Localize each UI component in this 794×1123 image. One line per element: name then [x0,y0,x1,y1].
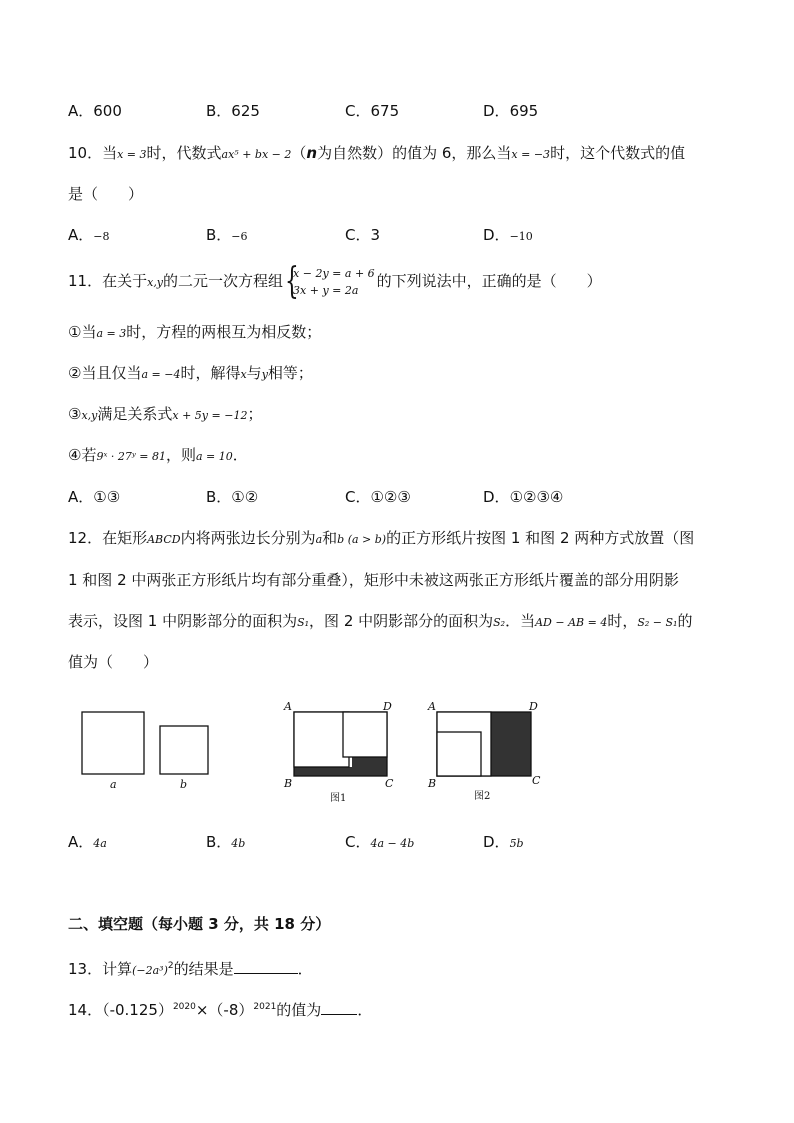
fig2-label-a: A [428,700,436,713]
q13: 13．计算$(-2a^3)^2$的结果是 ． [68,960,313,978]
q11-statement-4: ④若9ˣ · 27ʸ = 81，则a = 10． [68,446,248,464]
q12-option-a: A．4a [68,833,107,851]
square-a [82,712,144,774]
q12-option-d: D．5b [483,833,524,851]
q10-stem-line2: 是（ ） [68,185,144,203]
fig1-label-b: B [284,777,293,790]
fig1-label-a: A [284,700,292,713]
q9-option-c: C．675 [345,102,400,120]
square-b-label: b [180,778,188,791]
q11-statement-1: ①当a = 3时，方程的两根互为相反数； [68,323,322,341]
square-b [160,726,208,774]
fig1-shade-corner [352,757,387,776]
fig2-square-b [437,732,481,776]
q9-option-a: A．600 [68,102,122,120]
q12-stem-line1: 12．在矩形ABCD内将两张边长分别为a和b (a > b)的正方形纸片按图 1 和图 2 两种方式放置（图 [68,529,695,547]
q14-answer-blank[interactable] [321,1000,357,1015]
q12-figures [70,698,560,808]
fig2-shade-right [491,712,531,776]
figure-1 [283,700,394,804]
brace-icon: { [285,260,299,302]
q9-option-b: B．625 [206,102,260,120]
fig2-label-d: D [529,700,538,713]
q13-answer-blank[interactable] [234,959,298,974]
fig2-label-c: C [532,774,541,787]
q10-option-b: B．−6 [206,226,248,244]
q12-stem-line2: 1 和图 2 中两张正方形纸片均有部分重叠），矩形中未被这两张正方形纸片覆盖的部分用阴影 [68,571,679,589]
q11-statement-2: ②当且仅当a = −4时，解得x与y相等； [68,364,313,382]
q11-statement-3: ③x,y满足关系式x + 5y = −12； [68,405,263,423]
q12-option-b: B．4b [206,833,246,851]
square-a-label: a [110,778,117,791]
q9-option-d: D．695 [483,102,539,120]
q11-stem: 11．在关于x,y的二元一次方程组 { x − 2y = a + 6 3x + y = 2a 的下列说法中，正确的是（ ） [68,260,602,302]
q12-option-c: C．4a − 4b [345,833,415,851]
section-2-title: 二、填空题（每小题 3 分，共 18 分） [68,915,331,933]
q10-stem-line1: 10．当x = 3时，代数式ax⁵ + bx − 2（n为自然数）的值为 6，那么当x = −3时，这个代数式的值 [68,144,686,162]
q10-option-a: A．−8 [68,226,110,244]
q10-option-c: C．3 [345,226,381,244]
q11-option-d: D．①②③④ [483,488,564,506]
fig2-caption: 图2 [474,791,491,802]
fig1-square-b [343,712,387,757]
fig2-label-b: B [428,777,437,790]
q11-equation-system: { x − 2y = a + 6 3x + y = 2a [285,260,375,302]
fig1-square-a [294,712,349,767]
fig1-label-c: C [385,777,394,790]
q10-option-d: D．−10 [483,226,533,244]
fig1-caption: 图1 [330,793,347,804]
q14: 14．$(-0.125)^{2020}\times(-8)^{2021}$的值为 ． [68,1001,373,1019]
q12-stem-line4: 值为（ ） [68,653,159,671]
q11-option-b: B．①② [206,488,259,506]
q11-option-a: A．①③ [68,488,121,506]
q11-option-c: C．①②③ [345,488,411,506]
fig1-label-d: D [383,700,392,713]
figure-2 [427,700,541,802]
q12-stem-line3: 表示，设图 1 中阴影部分的面积为S₁，图 2 中阴影部分的面积为S₂．当AD − AB = 4时，S₂ − S₁的 [68,612,693,630]
